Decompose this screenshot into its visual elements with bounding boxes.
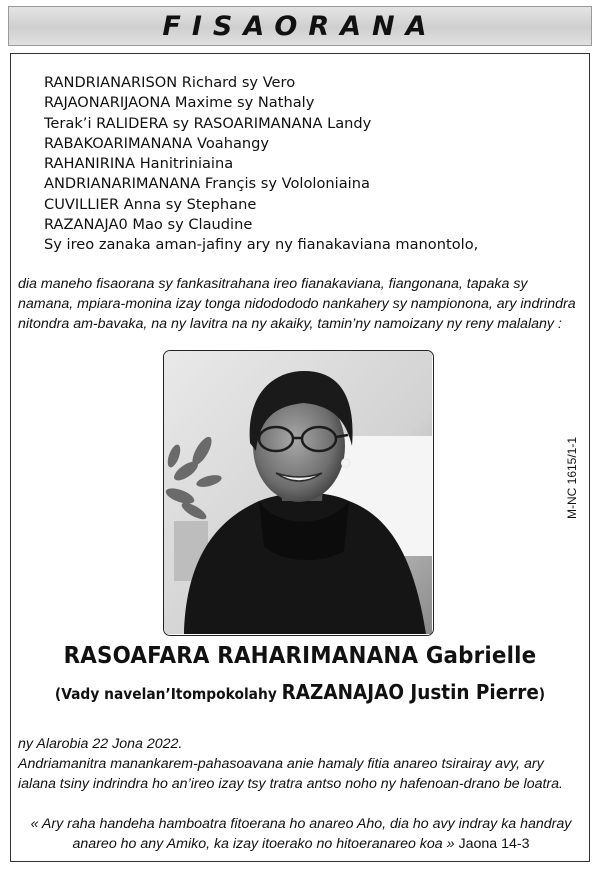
family-line: Sy ireo zanaka aman-jafiny ary ny fianakaviana manontolo, — [44, 236, 479, 254]
spouse-line — [24, 680, 576, 704]
death-date: ny Alarobia 22 Jona 2022. — [18, 736, 183, 752]
family-line: RABAKOARIMANANA Voahangy — [44, 134, 270, 152]
family-line: ANDRIANARIMANANA Françis sy Vololoniaina — [44, 175, 370, 193]
family-list — [44, 73, 584, 256]
family-line: RANDRIANARISON Richard sy Vero — [44, 74, 296, 91]
reference-code: M-NC 1615/1-1 — [565, 436, 579, 520]
family-line: Terak’i RALIDERA sy RASOARIMANANA Landy — [44, 114, 372, 132]
family-line: RAJAONARIJAONA Maxime sy Nathaly — [44, 94, 315, 112]
bible-verse — [30, 815, 572, 855]
family-line: RAZANAJA0 Mao sy Claudine — [44, 216, 253, 234]
spouse-name: RAZANAJAO Justin Pierre — [281, 680, 539, 704]
family-line: RAHANIRINA Hanitriniaina — [44, 155, 234, 173]
family-line: CUVILLIER Anna sy Stephane — [44, 195, 257, 213]
deceased-name: RASOAFARA RAHARIMANANA Gabrielle — [63, 643, 537, 669]
verse-reference: Jaona 14-3 — [458, 835, 530, 852]
death-notice — [18, 735, 584, 794]
blessing-text: Andriamanitra manankarem-pahasoavana anie hamaly fitia anareo tsirairay avy, ary ialana tsiny indrindra ho an’ireo izay tsy tratra antso noho ny hafenoan-drano be loatra. — [18, 755, 563, 792]
page-title: FISAORANA — [162, 10, 438, 42]
verse-text: « Ary raha handeha hamboatra fitoerana ho anareo Aho, dia ho avy indray ka handray anareo ho any Amiko, ka izay itoerako no hitoeranareo koa » — [30, 816, 572, 852]
spouse-suffix: ) — [538, 685, 546, 703]
portrait-image — [164, 351, 432, 634]
thanks-paragraph: dia maneho fisaorana sy fankasitrahana ireo fianakaviana, fiangonana, tapaka sy namana, mpiara-monina izay tonga nidodododo nankahery sy nampionona, ary indrindra nitondra am-bavaka, na ny lavitra na ny akaiky, tamin’ny namoizany ny reny malalany : — [18, 276, 576, 332]
header-banner — [8, 6, 592, 46]
spouse-prefix: (Vady navelan’Itompokolahy — [54, 685, 282, 703]
portrait-photo — [163, 350, 434, 636]
